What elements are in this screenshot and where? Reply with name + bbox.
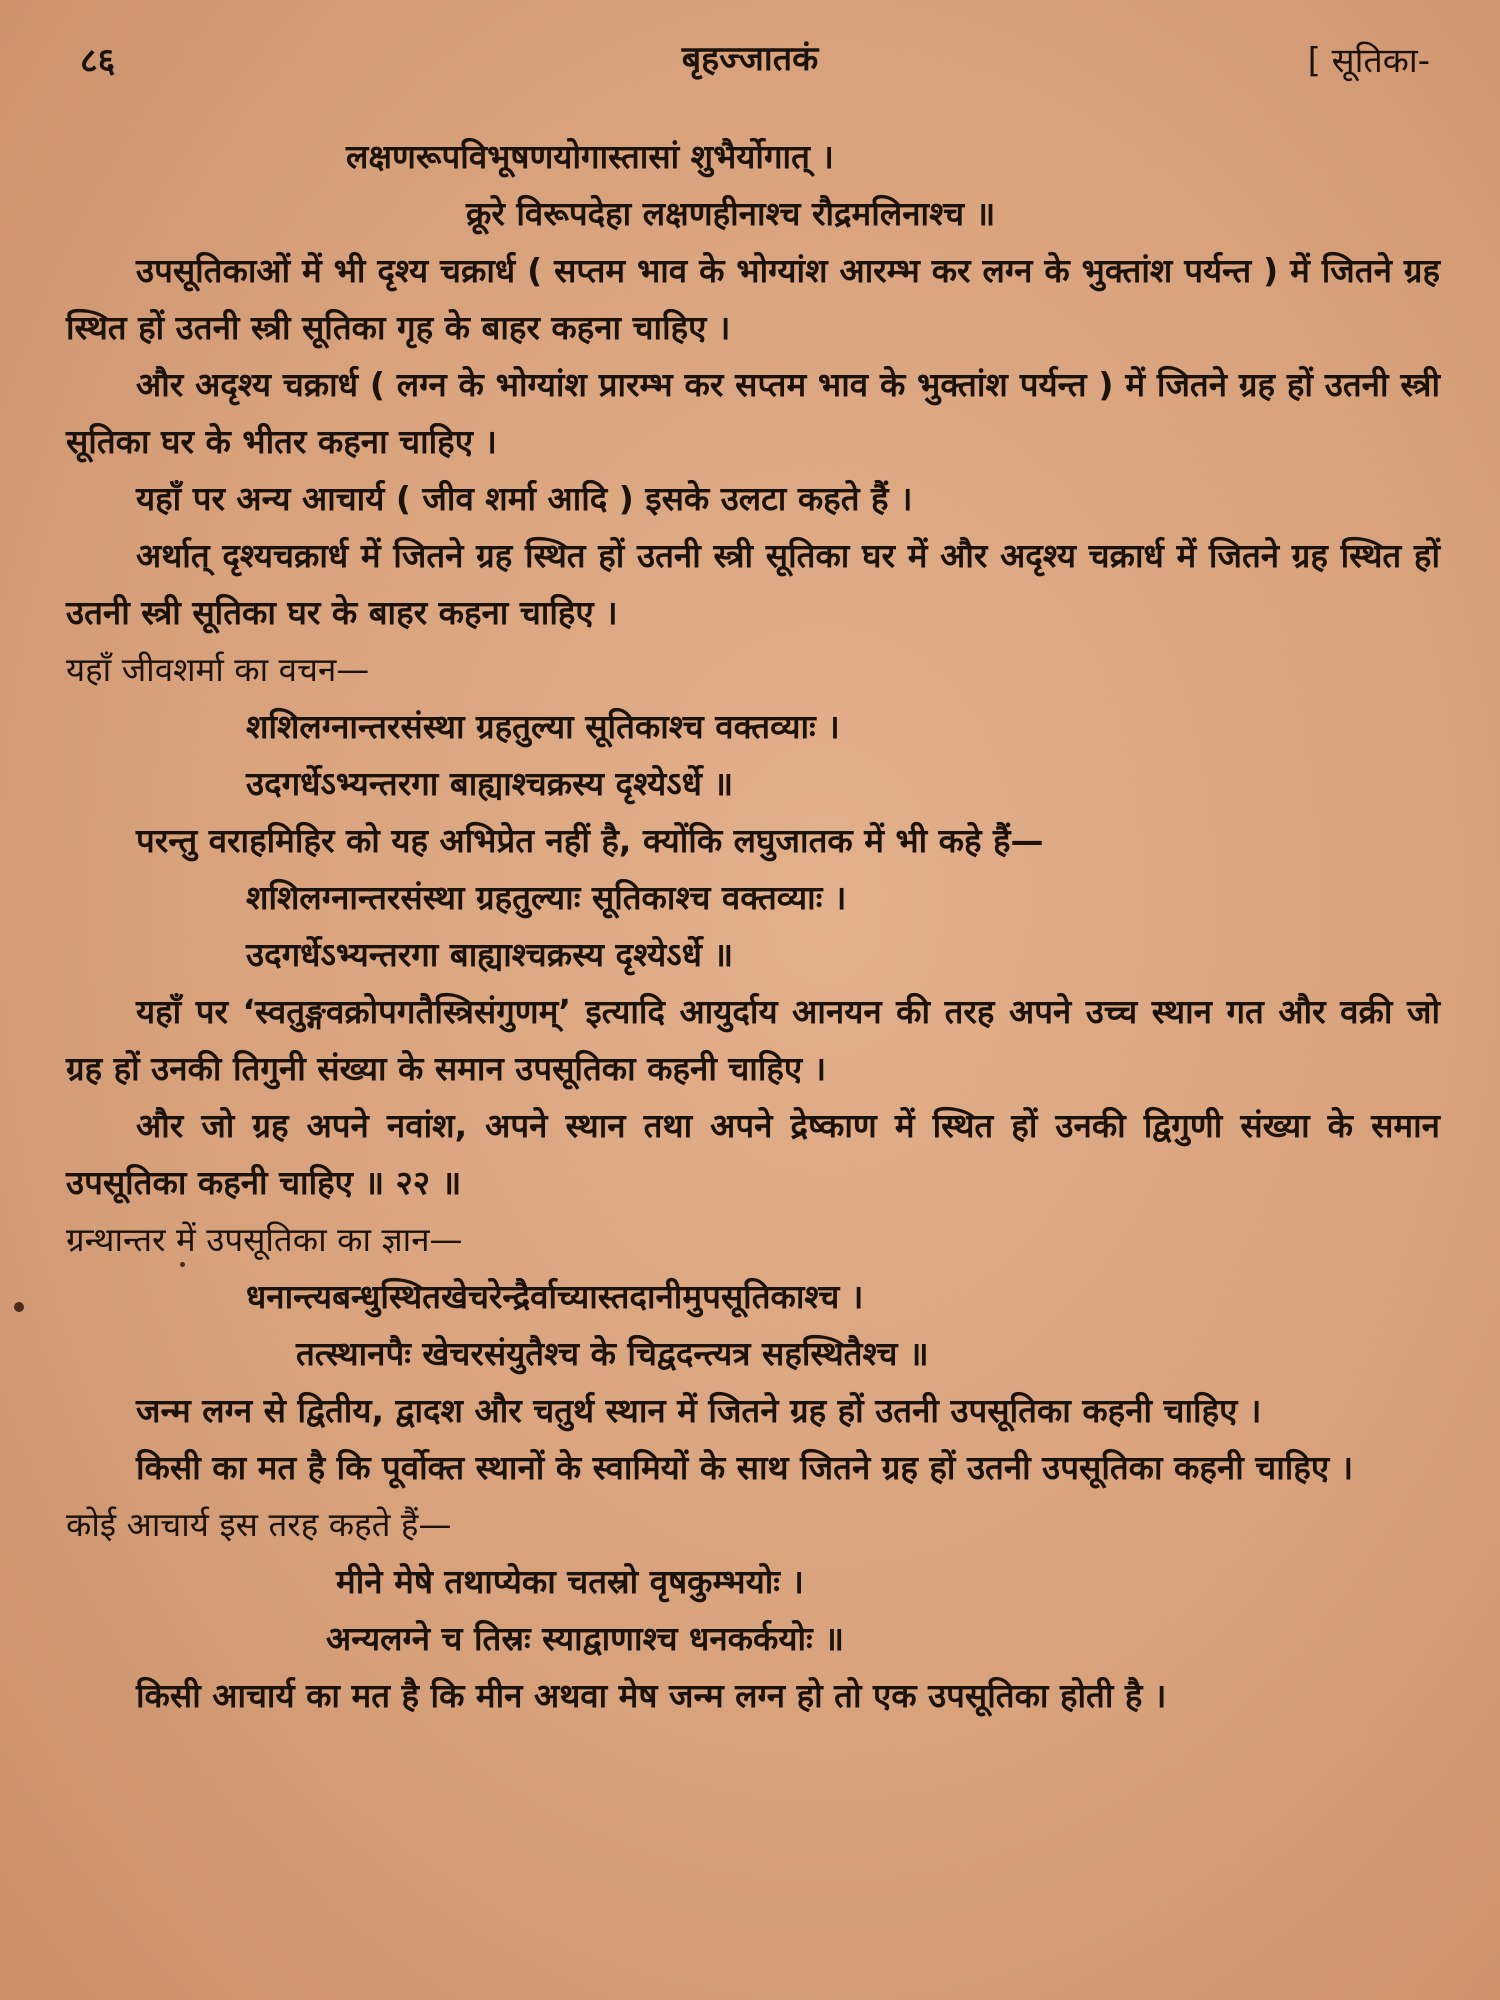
page-header — [70, 30, 1430, 90]
verse-line: लक्षणरूपविभूषणयोगास्तासां शुभैर्योगात् । — [346, 137, 834, 176]
running-title: बृहज्जातकं — [681, 39, 819, 79]
paragraph: और अदृश्य चक्रार्ध ( लग्न के भोग्यांश प्रारम्भ कर सप्तम भाव के भुक्तांश पर्यन्त ) में जितने ग्रह हों उतनी स्त्री सूतिका घर के भीतर कहना चाहिए । — [66, 365, 1440, 461]
page-number: ८६ — [80, 41, 116, 81]
verse-line: उदगर्धेऽभ्यन्तरगा बाह्याश्चक्रस्य दृश्येऽर्धे ॥ — [246, 764, 734, 803]
paragraph: किसी आचार्य का मत है कि मीन अथवा मेष जन्म लग्न हो तो एक उपसूतिका होती है । — [136, 1676, 1167, 1715]
verse-line: मीने मेषे तथाप्येका चतस्रो वृषकुम्भयोः । — [336, 1562, 804, 1601]
paragraph: यहाँ पर ‘स्वतुङ्गवक्रोपगतैस्त्रिसंगुणम्’ इत्यादि आयुर्दाय आनयन की तरह अपने उच्च स्थान गत और वक्री जो ग्रह हों उनकी तिगुनी संख्या के समान उपसूतिका कहनी चाहिए । — [66, 992, 1440, 1088]
sub-heading: यहाँ जीवशर्मा का वचन— — [66, 650, 370, 689]
page-body — [66, 128, 1440, 1724]
section-title: [ सूतिका- — [1307, 41, 1430, 81]
paragraph: जन्म लग्न से द्वितीय, द्वादश और चतुर्थ स्थान में जितने ग्रह हों उतनी उपसूतिका कहनी चाहिए । — [136, 1391, 1262, 1430]
verse-line: धनान्त्यबन्धुस्थितखेचरेन्द्रैर्वाच्यास्तदानीमुपसूतिकाश्च । — [246, 1277, 864, 1316]
ink-spot — [14, 1302, 24, 1312]
paragraph: यहाँ पर अन्य आचार्य ( जीव शर्मा आदि ) इसके उलटा कहते हैं । — [136, 479, 913, 518]
paragraph: और जो ग्रह अपने नवांश, अपने स्थान तथा अपने द्रेष्काण में स्थित हों उनकी द्विगुणी संख्या के समान उपसूतिका कहनी चाहिए ॥ २२ ॥ — [66, 1106, 1440, 1202]
paragraph: अर्थात् दृश्यचक्रार्ध में जितने ग्रह स्थित हों उतनी स्त्री सूतिका घर में और अदृश्य चक्रार्ध में जितने ग्रह स्थित हों उतनी स्त्री सूतिका घर के बाहर कहना चाहिए । — [66, 536, 1440, 632]
verse-line: तत्स्थानपैः खेचरसंयुतैश्च के चिद्वदन्त्यत्र सहस्थितैश्च ॥ — [296, 1334, 929, 1373]
verse-line: शशिलग्नान्तरसंस्था ग्रहतुल्या सूतिकाश्च वक्तव्याः । — [246, 707, 840, 746]
paragraph: परन्तु वराहमिहिर को यह अभिप्रेत नहीं है, क्योंकि लघुजातक में भी कहे हैं— — [136, 821, 1044, 860]
sub-heading: ग्रन्थान्तर में उपसूतिका का ज्ञान— — [66, 1220, 463, 1259]
paragraph: किसी का मत है कि पूर्वोक्त स्थानों के स्वामियों के साथ जितने ग्रह हों उतनी उपसूतिका कहनी चाहिए । — [136, 1448, 1354, 1487]
paragraph: उपसूतिकाओं में भी दृश्य चक्रार्ध ( सप्तम भाव के भोग्यांश आरम्भ कर लग्न के भुक्तांश पर्यन्त ) में जितने ग्रह स्थित हों उतनी स्त्री सूतिका गृह के बाहर कहना चाहिए । — [66, 251, 1440, 347]
verse-line: क्रूरे विरूपदेहा लक्षणहीनाश्च रौद्रमलिनाश्च ॥ — [466, 194, 996, 233]
sub-heading: कोई आचार्य इस तरह कहते हैं— — [66, 1505, 452, 1544]
verse-line: शशिलग्नान्तरसंस्था ग्रहतुल्याः सूतिकाश्च वक्तव्याः । — [246, 878, 847, 917]
ink-spot — [180, 1262, 185, 1267]
verse-line: उदगर्धेऽभ्यन्तरगा बाह्याश्चक्रस्य दृश्येऽर्धे ॥ — [246, 935, 734, 974]
verse-line: अन्यलग्ने च तिस्रः स्याद्वाणाश्च धनकर्कयोः ॥ — [326, 1619, 844, 1658]
